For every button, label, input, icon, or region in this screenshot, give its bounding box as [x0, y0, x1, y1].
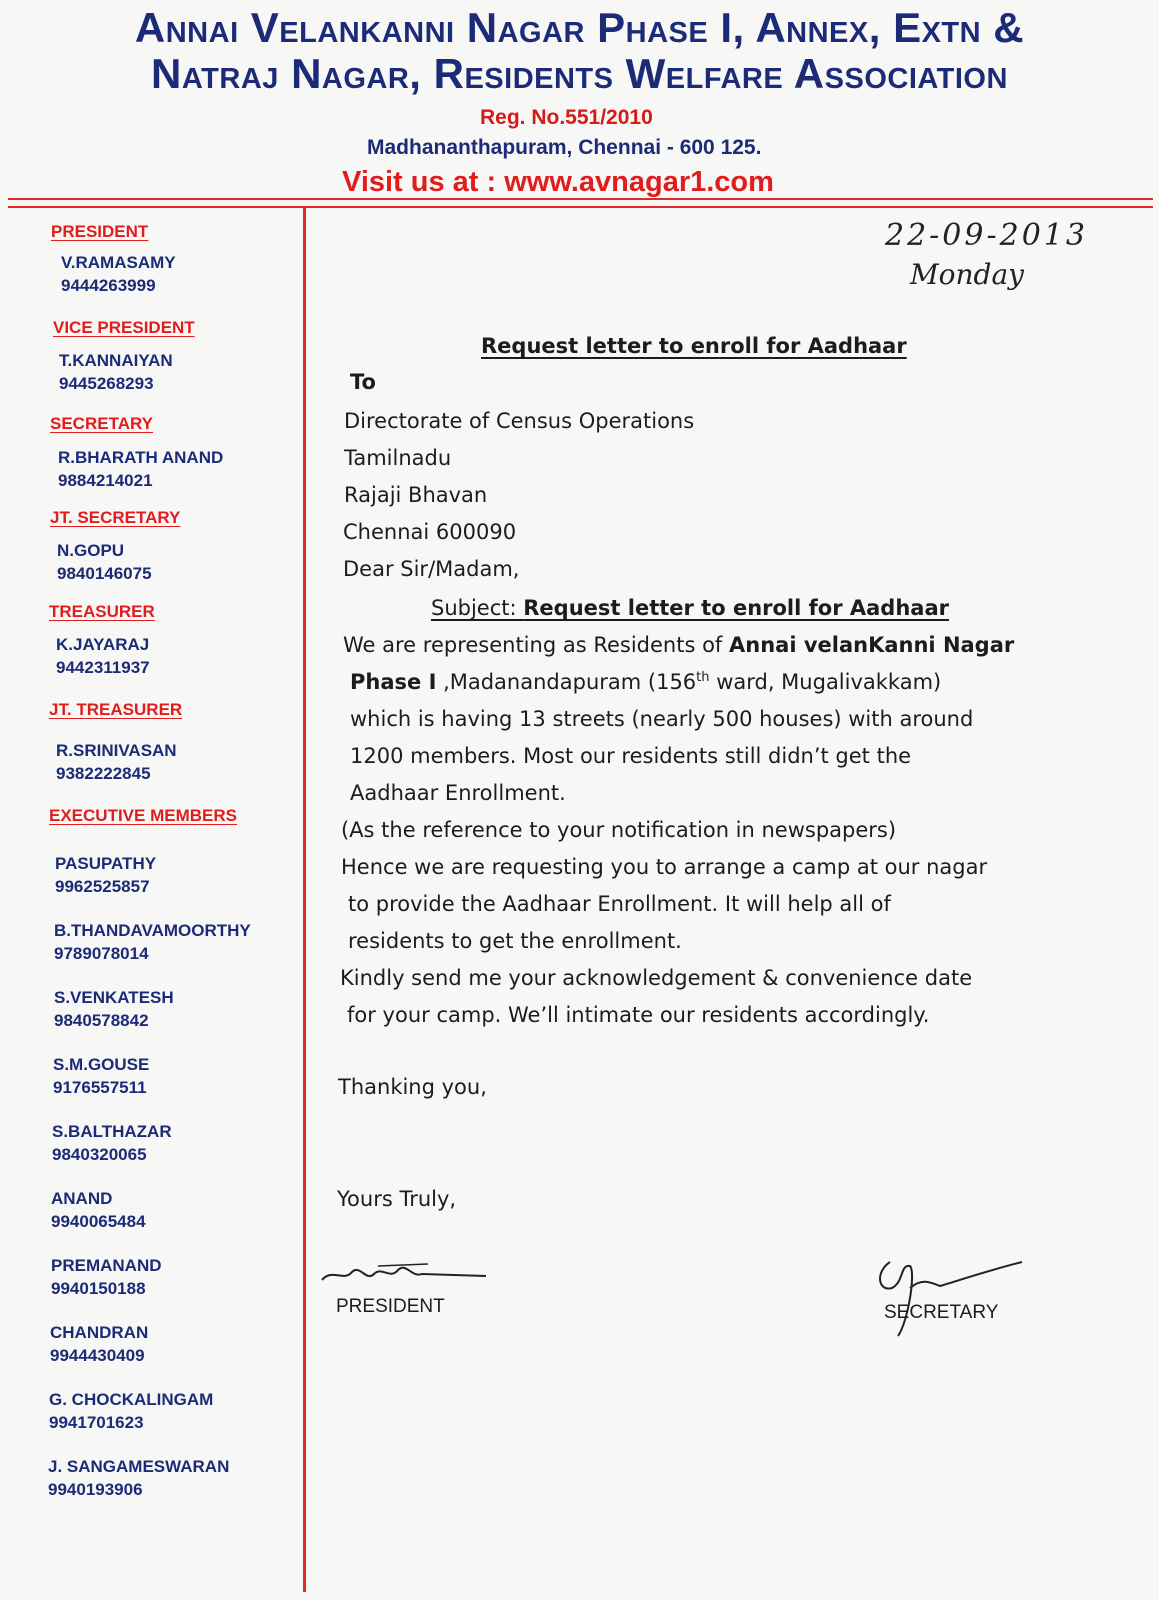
- member-phone: 9940150188: [51, 1279, 146, 1298]
- member-name: ANAND: [51, 1189, 113, 1208]
- paragraph-line: (As the reference to your notification in newspapers): [341, 818, 897, 842]
- member-name: R.BHARATH ANAND: [58, 448, 224, 467]
- role-secretary: SECRETARY: [50, 414, 153, 433]
- paragraph-line: for your camp. We’ll intimate our residents accordingly.: [347, 1003, 930, 1027]
- role-treasurer: TREASURER: [49, 602, 155, 621]
- paragraph-line: Kindly send me your acknowledgement & convenience date: [340, 966, 973, 990]
- handwritten-day: Monday: [910, 258, 1024, 291]
- header-divider-top: [8, 198, 1153, 200]
- association-address: Madhananthapuram, Chennai - 600 125.: [367, 136, 762, 159]
- member-phone: 9840320065: [52, 1145, 147, 1164]
- ordinal-suffix: th: [696, 670, 710, 685]
- member-phone: 9444263999: [61, 276, 156, 295]
- member-phone: 9940065484: [51, 1212, 146, 1231]
- president-signature: [318, 1252, 498, 1292]
- subject-text: Request letter to enroll for Aadhaar: [523, 596, 949, 620]
- handwritten-date: 22-09-2013: [885, 218, 1088, 253]
- role-jt-secretary: JT. SECRETARY: [50, 508, 181, 527]
- member-name: K.JAYARAJ: [56, 635, 150, 654]
- paragraph-text: ward, Mugalivakkam): [709, 670, 942, 694]
- member-name: B.THANDAVAMOORTHY: [54, 921, 251, 940]
- member-name: G. CHOCKALINGAM: [49, 1390, 214, 1409]
- salutation: Dear Sir/Madam,: [343, 557, 520, 581]
- secretary-label: SECRETARY: [884, 1302, 999, 1323]
- paragraph-text: We are representing as Residents of: [343, 633, 729, 657]
- member-phone: 9962525857: [55, 877, 150, 896]
- member-phone: 9840146075: [57, 564, 152, 583]
- member-name: R.SRINIVASAN: [56, 741, 177, 760]
- paragraph-line: to provide the Aadhaar Enrollment. It will help all of: [348, 892, 891, 916]
- role-vice-president: VICE PRESIDENT: [53, 318, 195, 337]
- letter-to: To: [350, 370, 376, 394]
- subject-label: Subject:: [431, 596, 524, 620]
- recipient-line: Chennai 600090: [343, 520, 517, 544]
- member-phone: 9176557511: [53, 1078, 147, 1097]
- thanking-line: Thanking you,: [338, 1075, 487, 1099]
- role-president: PRESIDENT: [51, 222, 149, 241]
- president-label: PRESIDENT: [336, 1296, 445, 1317]
- member-name: S.VENKATESH: [54, 988, 174, 1007]
- paragraph-text: ,Madanandapuram (156: [436, 670, 697, 694]
- paragraph-line: [350, 670, 941, 694]
- association-name-line1: Annai Velankanni Nagar Phase I, Annex, Extn &: [134, 4, 1025, 51]
- member-phone: 9445268293: [59, 374, 154, 393]
- member-name: CHANDRAN: [50, 1323, 149, 1342]
- subject-line: [431, 596, 949, 620]
- header-divider-bottom: [8, 206, 1153, 208]
- member-name: PASUPATHY: [55, 854, 157, 873]
- member-phone: 9884214021: [58, 471, 153, 490]
- closing-line: Yours Truly,: [337, 1187, 457, 1211]
- website-link[interactable]: Visit us at : www.avnagar1.com: [342, 166, 774, 198]
- paragraph-line: [343, 633, 1014, 657]
- member-phone: 9442311937: [56, 658, 150, 677]
- recipient-line: Rajaji Bhavan: [344, 483, 488, 507]
- member-phone: 9941701623: [49, 1413, 144, 1432]
- paragraph-line: Hence we are requesting you to arrange a camp at our nagar: [341, 855, 988, 879]
- role-executive-members: EXECUTIVE MEMBERS: [49, 806, 237, 825]
- recipient-line: Directorate of Census Operations: [344, 409, 695, 433]
- association-name-line2: Natraj Nagar, Residents Welfare Association: [151, 50, 1008, 97]
- member-name: PREMANAND: [51, 1256, 162, 1275]
- member-name: V.RAMASAMY: [61, 253, 176, 272]
- paragraph-line: residents to get the enrollment.: [348, 929, 682, 953]
- member-name: S.BALTHAZAR: [52, 1122, 172, 1141]
- member-phone: 9940193906: [48, 1480, 143, 1499]
- member-phone: 9382222845: [56, 764, 151, 783]
- paragraph-line: Aadhaar Enrollment.: [350, 781, 566, 805]
- secretary-signature: [870, 1252, 1030, 1342]
- letter-title: Request letter to enroll for Aadhaar: [481, 334, 907, 358]
- paragraph-line: which is having 13 streets (nearly 500 houses) with around: [350, 707, 974, 731]
- member-phone: 9789078014: [54, 944, 149, 963]
- member-phone: 9840578842: [54, 1011, 149, 1030]
- paragraph-line: 1200 members. Most our residents still didn’t get the: [350, 744, 912, 768]
- recipient-line: Tamilnadu: [344, 446, 452, 470]
- member-name: J. SANGAMESWARAN: [48, 1457, 230, 1476]
- registration-number: Reg. No.551/2010: [480, 106, 653, 129]
- member-name: N.GOPU: [57, 541, 125, 560]
- nagar-name: Annai velanKanni Nagar: [729, 633, 1015, 657]
- member-phone: 9944430409: [50, 1346, 145, 1365]
- phase-name: Phase I: [350, 670, 437, 694]
- member-name: S.M.GOUSE: [53, 1055, 150, 1074]
- role-jt-treasurer: JT. TREASURER: [49, 700, 183, 719]
- member-name: T.KANNAIYAN: [59, 351, 173, 370]
- sidebar-divider: [303, 207, 306, 1592]
